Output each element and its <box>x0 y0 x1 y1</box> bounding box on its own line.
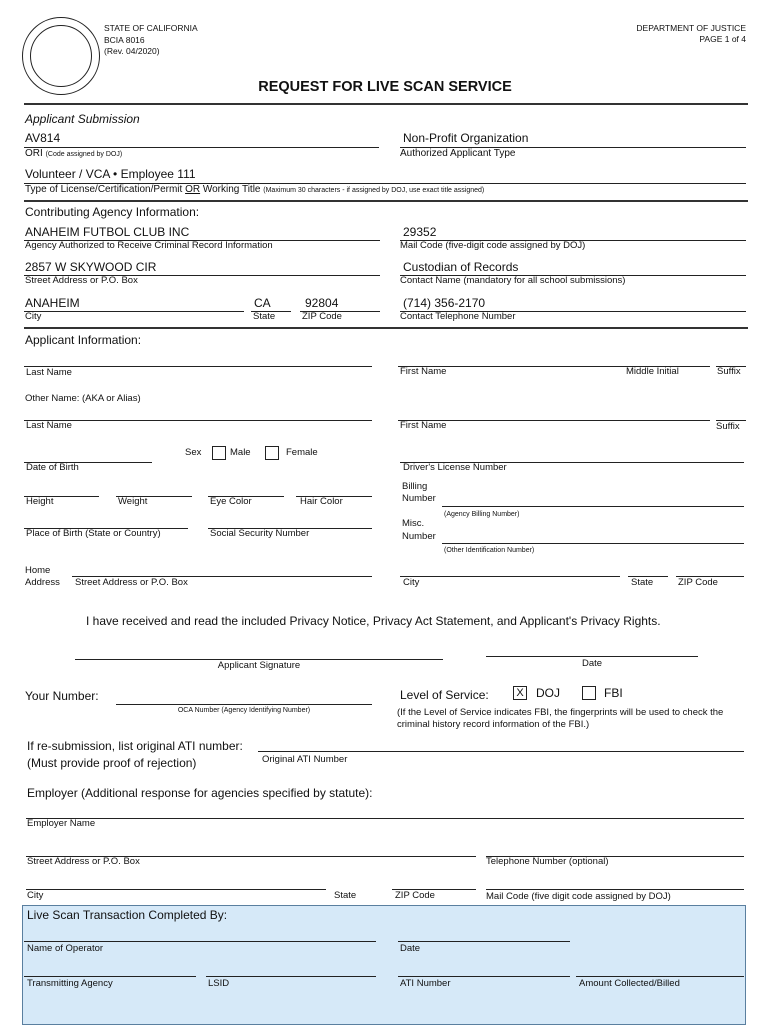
employer-zip-label: ZIP Code <box>395 890 435 901</box>
billing-label-2: Number <box>402 493 436 504</box>
middle-initial-label: Middle Initial <box>626 366 679 377</box>
billing-hint: (Agency Billing Number) <box>444 511 520 518</box>
height-label: Height <box>26 496 54 507</box>
ori-value[interactable]: AV814 <box>25 131 61 145</box>
billing-label: Billing <box>402 481 428 492</box>
employer-street-label: Street Address or P.O. Box <box>27 856 140 867</box>
hair-color-label: Hair Color <box>300 496 343 507</box>
employer-name-label: Employer Name <box>27 818 96 829</box>
contact-name-value[interactable]: Custodian of Records <box>403 260 519 274</box>
ati-number-label: ATI Number <box>400 978 451 989</box>
doj-checkbox[interactable]: X <box>513 686 527 700</box>
alias-first-name-label: First Name <box>400 420 447 431</box>
resubmission-label: If re-submission, list original ATI number: <box>27 739 243 753</box>
contact-phone-value[interactable]: (714) 356-2170 <box>403 296 486 310</box>
misc-label: Misc. <box>402 518 425 529</box>
ori-label: ORI (Code assigned by DOJ) <box>25 148 123 159</box>
employer-state-label: State <box>334 890 357 901</box>
title-divider <box>24 103 748 105</box>
male-checkbox[interactable] <box>212 446 226 460</box>
agency-street-value[interactable]: 2857 W SKYWOOD CIR <box>25 260 157 274</box>
alias-suffix-label: Suffix <box>716 421 740 432</box>
fbi-checkbox[interactable] <box>582 686 596 700</box>
fbi-label: FBI <box>604 686 623 700</box>
applicant-info-heading: Applicant Information: <box>25 333 142 347</box>
agency-name-label: Agency Authorized to Receive Criminal Record Information <box>25 240 273 251</box>
your-number-label: Your Number: <box>25 689 99 703</box>
contact-phone-label: Contact Telephone Number <box>400 311 516 322</box>
amount-collected-label: Amount Collected/Billed <box>579 978 680 989</box>
lsid-label: LSID <box>208 978 230 989</box>
agency-zip-value[interactable]: 92804 <box>305 296 339 310</box>
signature-date-label: Date <box>581 658 603 669</box>
working-title-label: Type of License/Certification/Permit OR Working Title (Maximum 30 characters - if assigned by DOJ, use exact title assigned) <box>25 184 485 195</box>
suffix-label: Suffix <box>717 366 741 377</box>
female-checkbox[interactable] <box>265 446 279 460</box>
home-city-label: City <box>403 577 420 588</box>
female-label: Female <box>286 447 318 458</box>
first-name-label: First Name <box>400 366 447 377</box>
applicant-submission-heading: Applicant Submission <box>25 112 140 126</box>
agency-state-label: State <box>253 311 276 322</box>
home-label: Home <box>25 565 51 576</box>
misc-label-2: Number <box>402 531 436 542</box>
original-ati-label: Original ATI Number <box>262 754 348 765</box>
form-number: BCIA 8016 <box>104 35 145 45</box>
address-label: Address <box>25 577 60 588</box>
agency-name-value[interactable]: ANAHEIM FUTBOL CLUB INC <box>25 225 190 239</box>
form-title: REQUEST FOR LIVE SCAN SERVICE <box>258 79 512 95</box>
alias-last-name-label: Last Name <box>26 420 72 431</box>
page-indicator: PAGE 1 of 4 <box>699 34 746 44</box>
employer-heading: Employer (Additional response for agencies specified by statute): <box>27 786 373 800</box>
agency-city-label: City <box>25 311 42 322</box>
place-of-birth-label: Place of Birth (State or Country) <box>26 528 161 539</box>
level-of-service-label: Level of Service: <box>400 688 489 702</box>
state-name: STATE OF CALIFORNIA <box>104 23 198 33</box>
ssn-label: Social Security Number <box>210 528 310 539</box>
weight-label: Weight <box>118 496 148 507</box>
mail-code-value[interactable]: 29352 <box>403 225 437 239</box>
department-name: DEPARTMENT OF JUSTICE <box>636 23 746 33</box>
signature-label: Applicant Signature <box>217 660 301 671</box>
transaction-heading: Live Scan Transaction Completed By: <box>27 908 228 922</box>
privacy-statement: I have received and read the included Privacy Notice, Privacy Act Statement, and Applicant's Privacy Rights. <box>86 614 661 628</box>
operator-name-label: Name of Operator <box>27 943 104 954</box>
male-label: Male <box>230 447 251 458</box>
other-name-label: Other Name: (AKA or Alias) <box>25 393 141 404</box>
dob-label: Date of Birth <box>26 462 79 473</box>
home-zip-label: ZIP Code <box>678 577 718 588</box>
last-name-label: Last Name <box>26 367 72 378</box>
agency-zip-label: ZIP Code <box>302 311 342 322</box>
oca-hint: OCA Number (Agency Identifying Number) <box>177 707 311 714</box>
resubmission-proof-label: (Must provide proof of rejection) <box>27 756 197 770</box>
eye-color-label: Eye Color <box>210 496 252 507</box>
sex-label: Sex <box>185 447 202 458</box>
applicant-type-label: Authorized Applicant Type <box>400 148 516 159</box>
employer-city-label: City <box>27 890 44 901</box>
agency-street-label: Street Address or P.O. Box <box>25 275 138 286</box>
transaction-date-label: Date <box>400 943 421 954</box>
agency-city-value[interactable]: ANAHEIM <box>25 296 80 310</box>
contact-name-label: Contact Name (mandatory for all school submissions) <box>400 275 626 286</box>
mail-code-label: Mail Code (five-digit code assigned by DOJ) <box>400 240 586 251</box>
transmitting-agency-label: Transmitting Agency <box>27 978 113 989</box>
home-street-label: Street Address or P.O. Box <box>75 577 188 588</box>
fbi-note-line-2: criminal history record information of the FBI.) <box>397 719 590 730</box>
form-revision: (Rev. 04/2020) <box>104 46 160 56</box>
fbi-note-line-1: (If the Level of Service indicates FBI, the fingerprints will be used to check the <box>397 707 724 718</box>
employer-mail-code-label: Mail Code (five digit code assigned by DOJ) <box>486 891 671 902</box>
home-state-label: State <box>631 577 654 588</box>
doj-label: DOJ <box>536 686 560 700</box>
drivers-license-label: Driver's License Number <box>403 462 507 473</box>
live-scan-transaction-box <box>22 905 746 1025</box>
working-title-value[interactable]: Volunteer / VCA • Employee 111 <box>25 167 196 181</box>
agency-state-value[interactable]: CA <box>254 296 271 310</box>
agency-heading: Contributing Agency Information: <box>25 205 200 219</box>
employer-phone-label: Telephone Number (optional) <box>486 856 609 867</box>
applicant-type-value[interactable]: Non-Profit Organization <box>403 131 529 145</box>
misc-hint: (Other Identification Number) <box>444 547 535 554</box>
